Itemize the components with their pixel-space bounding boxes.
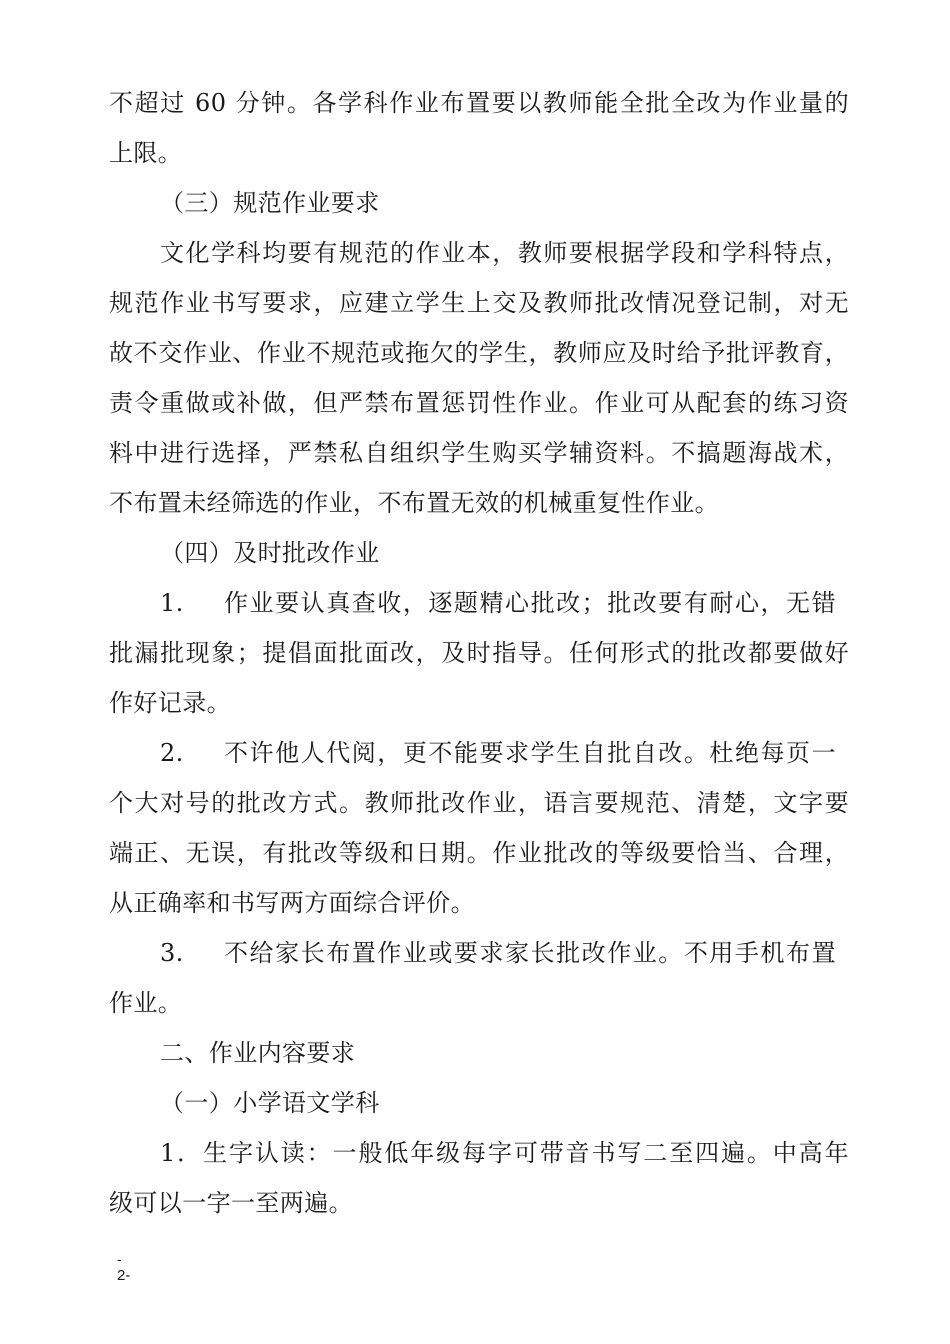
list-item-text: 作业要认真查收，逐题精心批改；批改要有耐心，无错 [224,589,836,617]
list-item-text: 不给家长布置作业或要求家长批改作业。不用手机布置 [224,939,836,967]
paragraph-line: 作业。 [109,989,183,1017]
paragraph-line: 级可以一字一至两遍。 [109,1189,353,1217]
paragraph-line: 规范作业书写要求，应建立学生上交及教师批改情况登记制，对无 [109,289,849,317]
paragraph-line: 端正、无误，有批改等级和日期。作业批改的等级要恰当、合理， [109,839,849,867]
paragraph-line: 故不交作业、作业不规范或拖欠的学生，教师应及时给予批评教育， [109,339,849,367]
list-number: 2. [160,739,184,767]
paragraph-line: 文化学科均要有规范的作业本，教师要根据学段和学科特点， [160,239,849,267]
list-item-text: 不许他人代阅，更不能要求学生自批自改。杜绝每页一 [224,739,836,767]
footer-dash: - [117,1251,122,1267]
page-number: 2- [117,1267,131,1284]
paragraph-line: 从正确率和书写两方面综合评价。 [109,889,475,917]
subsection-heading: （一）小学语文学科 [160,1089,380,1117]
section-heading: （四）及时批改作业 [160,539,380,567]
list-number: 1. [160,589,184,617]
list-number: 3. [160,939,184,967]
paragraph-line: 责令重做或补做，但严禁布置惩罚性作业。作业可从配套的练习资 [109,389,849,417]
paragraph-line: 上限。 [109,139,183,167]
paragraph-line: 作好记录。 [109,689,231,717]
paragraph-line: 批漏批现象；提倡面批面改，及时指导。任何形式的批改都要做好 [109,639,849,667]
paragraph-line: 不布置未经筛选的作业，不布置无效的机械重复性作业。 [109,489,719,517]
paragraph-line: 不超过 60 分钟。各学科作业布置要以教师能全批全改为作业量的 [109,89,849,117]
section-heading: 二、作业内容要求 [160,1039,356,1067]
section-heading: （三）规范作业要求 [160,189,380,217]
paragraph-line: 1．生字认读：一般低年级每字可带音书写二至四遍。中高年 [160,1139,849,1167]
paragraph-line: 料中进行选择，严禁私自组织学生购买学辅资料。不搞题海战术， [109,439,849,467]
paragraph-line: 个大对号的批改方式。教师批改作业，语言要规范、清楚，文字要 [109,789,849,817]
